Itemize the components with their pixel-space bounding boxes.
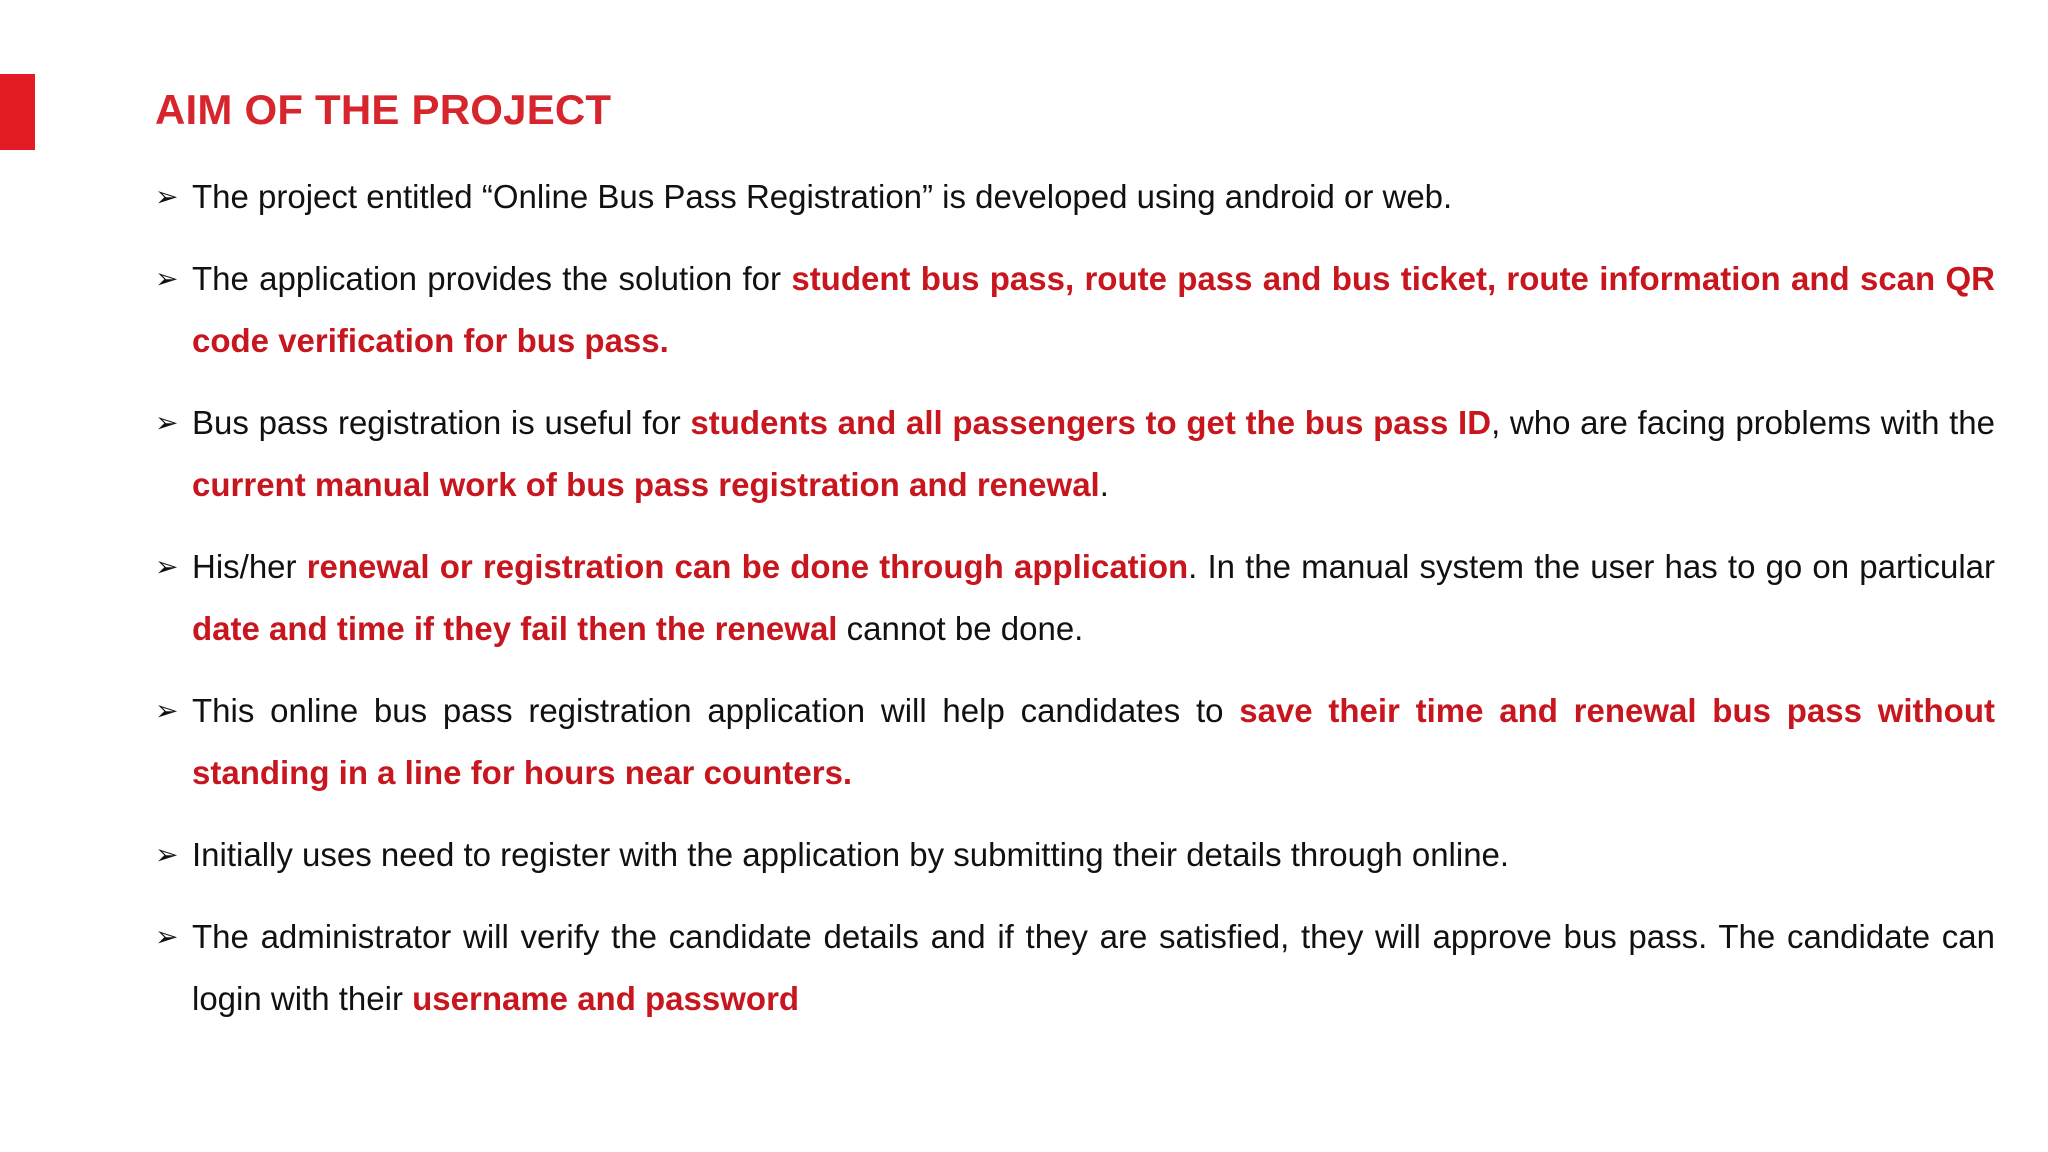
bullet-highlight-segment: username and password	[412, 980, 800, 1017]
bullet-text-segment: . In the manual system the user has to go on particular	[1188, 548, 1996, 585]
bullet-highlight-segment: renewal or registration can be done through application	[306, 548, 1189, 585]
slide-title: AIM OF THE PROJECT	[155, 86, 612, 133]
bullet-item	[155, 680, 1995, 804]
arrowhead-bullet-icon: ➢	[155, 921, 179, 952]
bullet-item	[155, 392, 1995, 516]
bullet-list	[155, 166, 1995, 1050]
bullet-item	[155, 248, 1995, 372]
bullet-highlight-segment: save their time and renewal bus pass without standing in a line for hours near counters.	[192, 692, 1995, 791]
bullet-highlight-segment: students and all passengers to get the bus pass ID	[690, 404, 1492, 441]
bullet-text-segment: cannot be done.	[837, 610, 1084, 647]
bullet-text-segment: His/her	[192, 548, 307, 585]
bullet-text-segment: Bus pass registration is useful for	[192, 404, 691, 441]
bullet-text-segment: Initially uses need to register with the application by submitting their details through online.	[192, 836, 1510, 873]
bullet-text-segment: , who are facing problems with the	[1491, 404, 1995, 441]
bullet-highlight-segment: student bus pass, route pass and bus ticket, route information and scan QR code verification for bus pass.	[192, 260, 1995, 359]
bullet-text-segment: The project entitled “Online Bus Pass Registration” is developed using android or web.	[192, 178, 1453, 215]
bullet-highlight-segment: date and time if they fail then the renewal	[192, 610, 838, 647]
arrowhead-bullet-icon: ➢	[155, 263, 179, 294]
bullet-item	[155, 906, 1995, 1030]
accent-bar	[0, 74, 35, 150]
arrowhead-bullet-icon: ➢	[155, 839, 179, 870]
bullet-item	[155, 166, 1995, 228]
bullet-text-segment: The application provides the solution for	[192, 260, 792, 297]
arrowhead-bullet-icon: ➢	[155, 695, 179, 726]
arrowhead-bullet-icon: ➢	[155, 551, 179, 582]
bullet-text-segment: This online bus pass registration application will help candidates to	[192, 692, 1240, 729]
arrowhead-bullet-icon: ➢	[155, 181, 179, 212]
bullet-item	[155, 536, 1995, 660]
bullet-text-segment: The administrator will verify the candidate details and if they are satisfied, they will approve bus pass. The candidate can login with their	[192, 918, 1995, 1017]
bullet-item	[155, 824, 1995, 886]
arrowhead-bullet-icon: ➢	[155, 407, 179, 438]
bullet-highlight-segment: current manual work of bus pass registration and renewal	[192, 466, 1100, 503]
bullet-text-segment: .	[1099, 466, 1109, 503]
